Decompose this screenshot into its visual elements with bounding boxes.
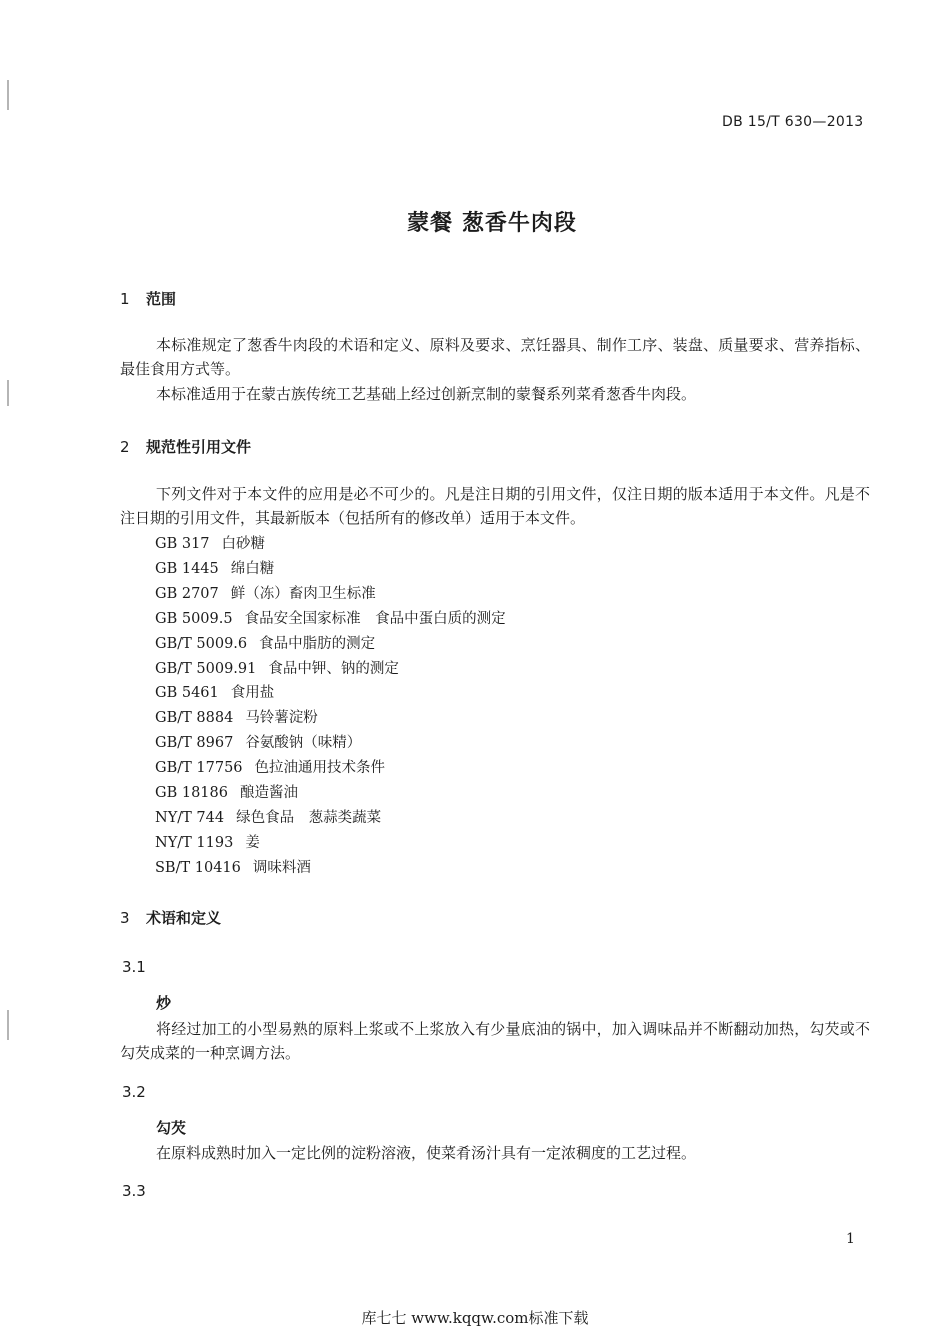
reference-code: SB/T 10416 <box>155 859 241 876</box>
reference-item <box>155 856 506 881</box>
reference-name: 食用盐 <box>230 685 275 702</box>
section-title: 规范性引用文件 <box>146 438 252 456</box>
reference-code: NY/T 1193 <box>155 834 234 851</box>
term-definition: 在原料成熟时加入一定比例的淀粉溶液，使菜肴汤汁具有一定浓稠度的工艺过程。 <box>156 1144 697 1162</box>
section-3-heading <box>120 907 221 928</box>
reference-name: 绵白糖 <box>230 560 275 577</box>
scan-artifact <box>7 1010 9 1040</box>
page-title: 蒙餐 葱香牛肉段 <box>407 211 577 236</box>
reference-item <box>155 632 506 657</box>
reference-code: GB/T 5009.91 <box>155 660 257 677</box>
section-1-paragraph-1: 本标准规定了葱香牛肉段的术语和定义、原料及要求、烹饪器具、制作工序、装盘、质量要求、营养指标、最佳食用方式等。 <box>120 336 870 378</box>
scan-artifact <box>7 80 9 110</box>
reference-item <box>155 706 506 731</box>
section-title: 范围 <box>146 290 177 308</box>
scan-artifact <box>7 380 9 406</box>
document-number: DB 15/T 630—2013 <box>722 114 864 130</box>
reference-item <box>155 582 506 607</box>
section-number: 2 <box>120 438 130 456</box>
section-1-heading <box>120 288 176 309</box>
reference-code: GB 1445 <box>155 560 219 577</box>
footer-watermark-text: 库七七 www.kqqw.com标准下载 <box>361 1309 589 1327</box>
reference-name: 色拉油通用技术条件 <box>254 760 386 777</box>
reference-item <box>155 681 506 706</box>
reference-item <box>155 806 506 831</box>
reference-code: GB 5461 <box>155 685 219 702</box>
reference-code: GB/T 8967 <box>155 735 234 752</box>
reference-name: 调味料酒 <box>252 859 311 876</box>
reference-item <box>155 781 506 806</box>
reference-name: 食品中钾、钠的测定 <box>268 660 399 677</box>
clause-number: 3.1 <box>122 958 146 976</box>
reference-name: 姜 <box>245 834 260 851</box>
page-number: 1 <box>846 1231 855 1247</box>
reference-item <box>155 557 506 582</box>
section-number: 1 <box>120 290 130 308</box>
term-name: 勾芡 <box>156 1119 187 1137</box>
reference-item <box>155 731 506 756</box>
reference-code: GB 317 <box>155 536 210 552</box>
term-name: 炒 <box>156 994 172 1012</box>
reference-item <box>155 756 506 781</box>
reference-item <box>155 831 506 856</box>
reference-name: 酿造酱油 <box>239 785 298 802</box>
section-2-intro: 下列文件对于本文件的应用是必不可少的。凡是注日期的引用文件，仅注日期的版本适用于本文件。凡是不注日期的引用文件，其最新版本（包括所有的修改单）适用于本文件。 <box>120 485 870 527</box>
reference-code: NY/T 744 <box>155 809 225 826</box>
reference-code: GB 5009.5 <box>155 610 233 627</box>
section-number: 3 <box>120 909 130 927</box>
reference-name: 马铃薯淀粉 <box>245 710 318 727</box>
reference-name: 食品安全国家标准 食品中蛋白质的测定 <box>244 610 506 627</box>
normative-reference-list <box>155 532 506 881</box>
reference-code: GB 18186 <box>155 785 228 802</box>
section-1-paragraph-2: 本标准适用于在蒙古族传统工艺基础上经过创新烹制的蒙餐系列菜肴葱香牛肉段。 <box>156 385 697 403</box>
clause-number: 3.2 <box>122 1083 146 1101</box>
reference-item <box>155 532 506 557</box>
reference-name: 食品中脂肪的测定 <box>259 635 376 652</box>
term-definition: 将经过加工的小型易熟的原料上浆或不上浆放入有少量底油的锅中，加入调味品并不断翻动加热，勾芡或不勾芡成菜的一种烹调方法。 <box>120 1020 870 1062</box>
reference-name: 谷氨酸钠（味精） <box>245 735 362 752</box>
reference-code: GB 2707 <box>155 585 219 602</box>
reference-name: 绿色食品 葱蒜类蔬菜 <box>236 809 382 826</box>
reference-item <box>155 657 506 682</box>
clause-number: 3.3 <box>122 1182 146 1200</box>
reference-name: 鲜（冻）畜肉卫生标准 <box>230 585 376 602</box>
section-title: 术语和定义 <box>146 909 222 927</box>
reference-code: GB/T 8884 <box>155 710 234 727</box>
reference-code: GB/T 17756 <box>155 760 243 777</box>
reference-item <box>155 607 506 632</box>
reference-code: GB/T 5009.6 <box>155 635 248 652</box>
section-2-heading <box>120 436 251 457</box>
reference-name: 白砂糖 <box>221 536 266 552</box>
